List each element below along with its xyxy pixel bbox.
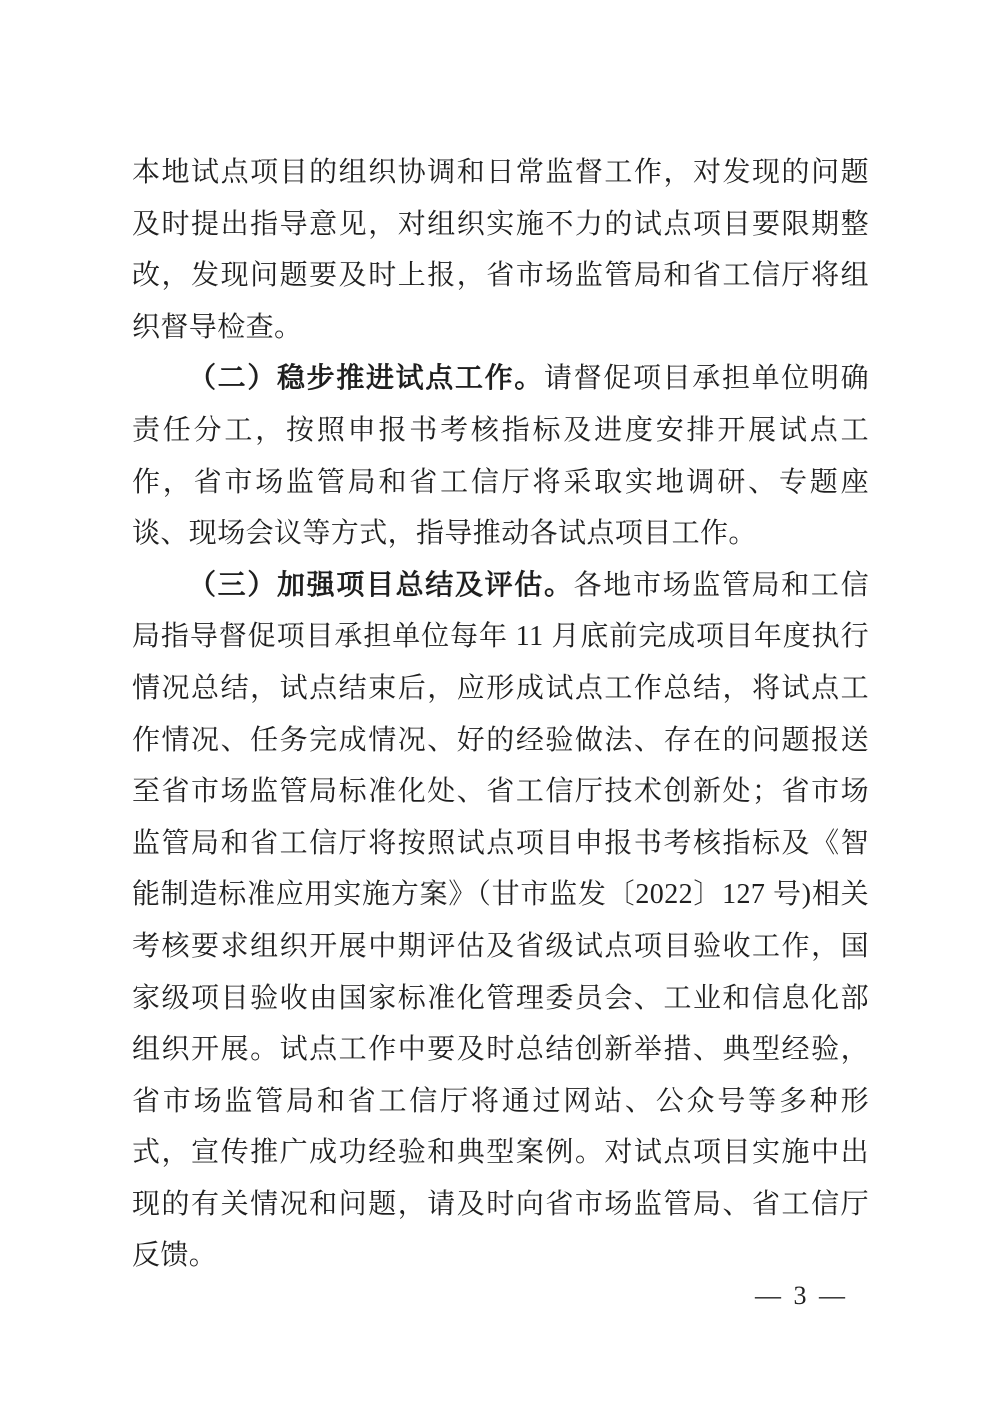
paragraph-heading: （二）稳步推进试点工作。 [188, 363, 544, 395]
page-number-label: — 3 — [755, 1281, 848, 1310]
paragraph-text: 本地试点项目的组织协调和日常监督工作，对发现的问题及时提出指导意见，对组织实施不力的试点项目要限期整改，发现问题要及时上报，省市场监管局和省工信厅将组织督导检查。 [132, 157, 869, 343]
paragraph [132, 560, 869, 1282]
paragraph-heading: （三）加强项目总结及评估。 [188, 569, 574, 601]
document-body [132, 147, 869, 1282]
paragraph-text: 请督促项目承担单位明确责任分工，按照申报书考核指标及进度安排开展试点工作，省市场监管局和省工信厅将采取实地调研、专题座谈、现场会议等方式，指导推动各试点项目工作。 [132, 363, 869, 550]
paragraph-text: 各地市场监管局和工信局指导督促项目承担单位每年 11 月底前完成项目年度执行情况总结，试点结束后，应形成试点工作总结，将试点工作情况、任务完成情况、好的经验做法、存在的问题报送至省市场监管局标准化处、省工信厅技术创新处；省市场监管局和省工信厅将按照试点项目申报书考核指标及《智能制造标准应用实施方案》（甘市监发〔2022〕127 号)相关考核要求组织开展中期评估及省级试点项目验收工作，国家级项目验收由国家标准化管理委员会、工业和信息化部组织开展。试点工作中要及时总结创新举措、典型经验，省市场监管局和省工信厅将通过网站、公众号等多种形式，宣传推广成功经验和典型案例。对试点项目实施中出现的有关情况和问题，请及时向省市场监管局、省工信厅反馈。 [132, 569, 869, 1272]
paragraph [132, 147, 869, 353]
paragraph [132, 353, 869, 559]
page-number [755, 1281, 848, 1311]
